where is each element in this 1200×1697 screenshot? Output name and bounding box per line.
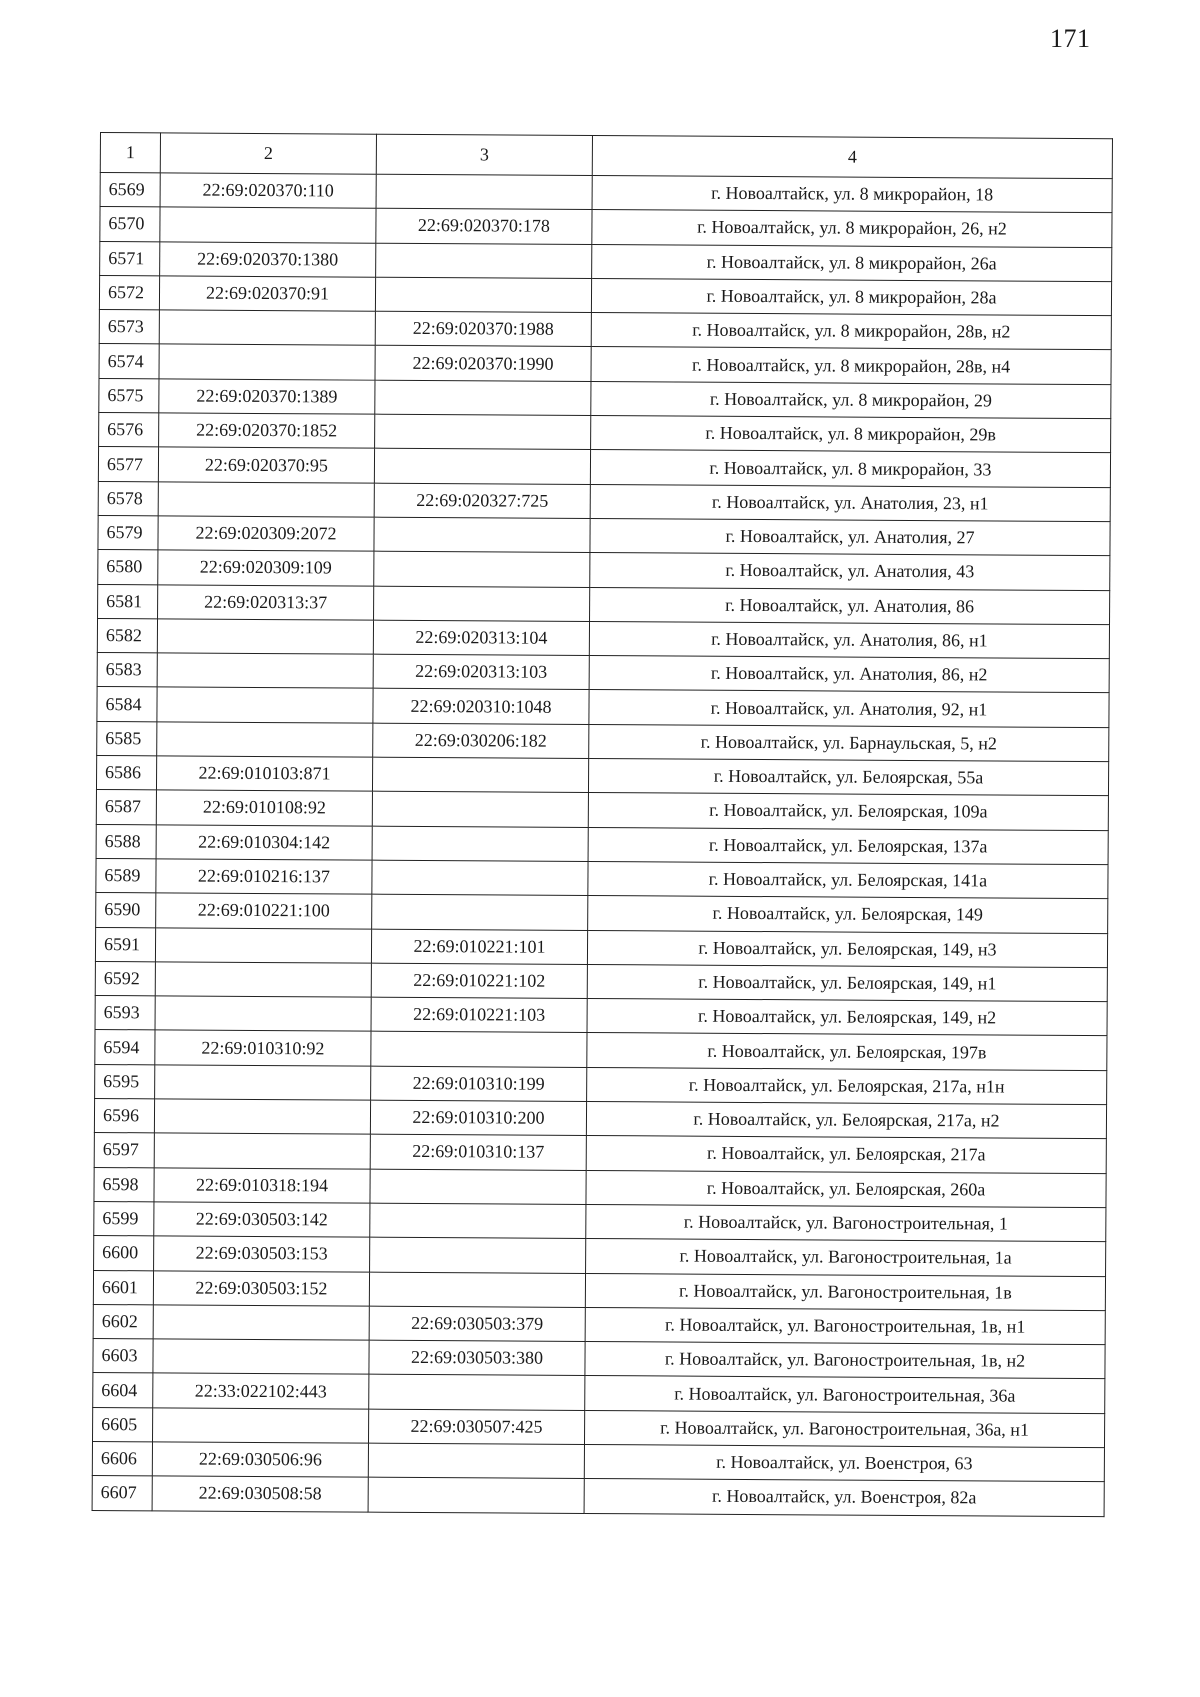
address: г. Новоалтайск, ул. Вагоностроительная, 36а, н1 (584, 1410, 1104, 1447)
row-number: 6607 (92, 1476, 152, 1511)
cadastral-number-col-2 (157, 653, 373, 689)
address: г. Новоалтайск, ул. Вагоностроительная, 1 (586, 1204, 1106, 1241)
address: г. Новоалтайск, ул. 8 микрорайон, 28а (591, 278, 1111, 315)
cadastral-number-col-3: 22:69:030206:182 (373, 723, 589, 759)
cadastral-number-col-3 (372, 792, 588, 828)
cadastral-number-col-3: 22:69:020370:1988 (375, 311, 591, 347)
address: г. Новоалтайск, ул. Белоярская, 197в (587, 1033, 1107, 1070)
cadastral-number-col-3: 22:69:010221:103 (371, 997, 587, 1033)
row-number: 6587 (96, 790, 156, 825)
table-body (92, 173, 1112, 1517)
address: г. Новоалтайск, ул. Белоярская, 149, н3 (587, 930, 1107, 967)
cadastral-number-col-3: 22:69:030507:425 (368, 1409, 584, 1445)
header-col-3: 3 (376, 134, 592, 175)
cadastral-number-col-2 (160, 207, 376, 243)
header-col-1: 1 (100, 133, 160, 173)
cadastral-number-col-2: 22:69:020309:2072 (158, 516, 374, 552)
cadastral-number-col-2: 22:69:020370:1389 (159, 379, 375, 415)
cadastral-number-col-3 (369, 1272, 585, 1308)
cadastral-number-col-2 (157, 722, 373, 758)
cadastral-number-col-3 (374, 449, 590, 485)
row-number: 6600 (94, 1236, 154, 1271)
row-number: 6594 (95, 1030, 155, 1065)
table-row (92, 1476, 1104, 1516)
row-number: 6569 (100, 173, 160, 208)
cadastral-number-col-3 (374, 586, 590, 622)
address: г. Новоалтайск, ул. Белоярская, 149 (588, 896, 1108, 933)
cadastral-number-col-3: 22:69:010221:101 (371, 929, 587, 965)
row-number: 6579 (98, 515, 158, 550)
address: г. Новоалтайск, ул. Белоярская, 149, н2 (587, 999, 1107, 1036)
cadastral-number-col-2 (155, 996, 371, 1032)
row-number: 6604 (93, 1373, 153, 1408)
cadastral-number-col-3: 22:69:020370:178 (376, 208, 592, 244)
row-number: 6583 (97, 653, 157, 688)
cadastral-number-col-3 (372, 894, 588, 930)
row-number: 6598 (94, 1167, 154, 1202)
cadastral-number-col-2 (153, 1305, 369, 1341)
cadastral-number-col-3 (369, 1375, 585, 1411)
address: г. Новоалтайск, ул. 8 микрорайон, 28в, н2 (591, 313, 1111, 350)
row-number: 6593 (95, 996, 155, 1031)
cadastral-number-col-3 (375, 380, 591, 416)
row-number: 6572 (99, 275, 159, 310)
address: г. Новоалтайск, ул. Анатолия, 23, н1 (590, 484, 1110, 521)
row-number: 6576 (99, 413, 159, 448)
cadastral-number-col-2: 22:69:020370:1380 (160, 241, 376, 277)
row-number: 6597 (94, 1133, 154, 1168)
cadastral-number-col-2: 22:69:030503:152 (153, 1270, 369, 1306)
cadastral-number-col-2: 22:69:030503:142 (154, 1202, 370, 1238)
cadastral-number-col-3 (375, 277, 591, 313)
cadastral-number-col-3 (368, 1477, 584, 1513)
address: г. Новоалтайск, ул. Военстроя, 82а (584, 1479, 1104, 1516)
cadastral-number-col-2: 22:33:022102:443 (153, 1373, 369, 1409)
cadastral-number-col-3: 22:69:020370:1990 (375, 346, 591, 382)
row-number: 6577 (98, 447, 158, 482)
cadastral-number-col-3 (372, 757, 588, 793)
address: г. Новоалтайск, ул. 8 микрорайон, 26а (592, 244, 1112, 281)
cadastral-number-col-3 (374, 517, 590, 553)
address: г. Новоалтайск, ул. 8 микрорайон, 33 (590, 450, 1110, 487)
address: г. Новоалтайск, ул. Анатолия, 43 (590, 553, 1110, 590)
address: г. Новоалтайск, ул. Военстроя, 63 (584, 1444, 1104, 1481)
address: г. Новоалтайск, ул. Белоярская, 260а (586, 1170, 1106, 1207)
cadastral-number-col-3 (372, 826, 588, 862)
cadastral-number-col-2: 22:69:020370:95 (158, 447, 374, 483)
header-row (100, 133, 1112, 179)
cadastral-number-col-2: 22:69:020370:1852 (159, 413, 375, 449)
cadastral-number-col-3: 22:69:010310:137 (370, 1134, 586, 1170)
cadastral-number-col-2: 22:69:010216:137 (156, 859, 372, 895)
row-number: 6575 (99, 378, 159, 413)
row-number: 6578 (98, 481, 158, 516)
cadastral-number-col-3: 22:69:020310:1048 (373, 689, 589, 725)
cadastral-number-col-2 (153, 1339, 369, 1375)
address: г. Новоалтайск, ул. Белоярская, 217а (586, 1136, 1106, 1173)
cadastral-number-col-3 (370, 1203, 586, 1239)
address: г. Новоалтайск, ул. Анатолия, 27 (590, 518, 1110, 555)
row-number: 6590 (96, 893, 156, 928)
cadastral-number-col-2 (157, 619, 373, 655)
cadastral-number-col-2 (154, 1133, 370, 1169)
cadastral-number-col-3: 22:69:030503:380 (369, 1340, 585, 1376)
cadastral-number-col-2 (157, 687, 373, 723)
row-number: 6603 (93, 1339, 153, 1374)
address: г. Новоалтайск, ул. Вагоностроительная, 1в, н2 (585, 1342, 1105, 1379)
address: г. Новоалтайск, ул. 8 микрорайон, 29в (591, 416, 1111, 453)
cadastral-number-col-3 (370, 1169, 586, 1205)
row-number: 6585 (97, 721, 157, 756)
cadastral-number-col-2: 22:69:010103:871 (156, 756, 372, 792)
address: г. Новоалтайск, ул. Вагоностроительная, 1а (586, 1239, 1106, 1276)
row-number: 6606 (92, 1441, 152, 1476)
cadastral-number-col-3 (368, 1443, 584, 1479)
row-number: 6591 (95, 927, 155, 962)
row-number: 6592 (95, 961, 155, 996)
cadastral-number-col-3 (375, 414, 591, 450)
address: г. Новоалтайск, ул. 8 микрорайон, 26, н2 (592, 210, 1112, 247)
cadastral-number-col-2: 22:69:010108:92 (156, 790, 372, 826)
cadastral-number-col-2: 22:69:020309:109 (158, 550, 374, 586)
cadastral-number-col-3 (372, 860, 588, 896)
address: г. Новоалтайск, ул. Белоярская, 141а (588, 861, 1108, 898)
cadastral-number-col-3: 22:69:020313:104 (373, 620, 589, 656)
row-number: 6586 (96, 756, 156, 791)
cadastral-number-col-2: 22:69:010318:194 (154, 1167, 370, 1203)
address: г. Новоалтайск, ул. Белоярская, 217а, н1н (587, 1067, 1107, 1104)
cadastral-number-col-3 (371, 1032, 587, 1068)
row-number: 6589 (96, 858, 156, 893)
cadastral-number-col-2: 22:69:020370:110 (160, 173, 376, 209)
cadastral-number-col-2 (159, 344, 375, 380)
cadastral-number-col-3: 22:69:010310:200 (370, 1100, 586, 1136)
address: г. Новоалтайск, ул. 8 микрорайон, 28в, н4 (591, 347, 1111, 384)
row-number: 6570 (100, 207, 160, 242)
row-number: 6574 (99, 344, 159, 379)
row-number: 6584 (97, 687, 157, 722)
row-number: 6571 (100, 241, 160, 276)
registry-table (92, 132, 1113, 1517)
cadastral-number-col-3: 22:69:020313:103 (373, 654, 589, 690)
address: г. Новоалтайск, ул. Анатолия, 92, н1 (589, 690, 1109, 727)
row-number: 6601 (93, 1270, 153, 1305)
cadastral-number-col-2: 22:69:030506:96 (152, 1442, 368, 1478)
address: г. Новоалтайск, ул. Вагоностроительная, 1в, н1 (585, 1307, 1105, 1344)
address: г. Новоалтайск, ул. Белоярская, 109а (588, 793, 1108, 830)
cadastral-number-col-3: 22:69:010221:102 (371, 963, 587, 999)
row-number: 6573 (99, 310, 159, 345)
address: г. Новоалтайск, ул. Барнаульская, 5, н2 (589, 724, 1109, 761)
address: г. Новоалтайск, ул. Белоярская, 55а (588, 759, 1108, 796)
address: г. Новоалтайск, ул. Вагоностроительная, 36а (585, 1376, 1105, 1413)
registry-table-container (92, 132, 1112, 1517)
cadastral-number-col-2 (155, 927, 371, 963)
cadastral-number-col-2 (159, 310, 375, 346)
cadastral-number-col-2: 22:69:020370:91 (159, 276, 375, 312)
row-number: 6595 (95, 1064, 155, 1099)
cadastral-number-col-2: 22:69:010310:92 (155, 1030, 371, 1066)
row-number: 6605 (93, 1407, 153, 1442)
row-number: 6596 (94, 1099, 154, 1134)
page-number: 171 (1050, 24, 1091, 53)
address: г. Новоалтайск, ул. Анатолия, 86 (590, 587, 1110, 624)
cadastral-number-col-2: 22:69:010304:142 (156, 824, 372, 860)
cadastral-number-col-2: 22:69:030508:58 (152, 1476, 368, 1512)
address: г. Новоалтайск, ул. Белоярская, 137а (588, 827, 1108, 864)
cadastral-number-col-3: 22:69:010310:199 (371, 1066, 587, 1102)
address: г. Новоалтайск, ул. Анатолия, 86, н2 (589, 656, 1109, 693)
address: г. Новоалтайск, ул. 8 микрорайон, 29 (591, 381, 1111, 418)
cadastral-number-col-3: 22:69:030503:379 (369, 1306, 585, 1342)
cadastral-number-col-2 (154, 1099, 370, 1135)
header-col-4: 4 (592, 136, 1112, 179)
row-number: 6602 (93, 1304, 153, 1339)
cadastral-number-col-3: 22:69:020327:725 (374, 483, 590, 519)
row-number: 6581 (98, 584, 158, 619)
row-number: 6582 (97, 618, 157, 653)
address: г. Новоалтайск, ул. 8 микрорайон, 18 (592, 176, 1112, 213)
address: г. Новоалтайск, ул. Вагоностроительная, 1в (585, 1273, 1105, 1310)
cadastral-number-col-2 (152, 1408, 368, 1444)
cadastral-number-col-3 (376, 243, 592, 279)
row-number: 6599 (94, 1201, 154, 1236)
address: г. Новоалтайск, ул. Белоярская, 149, н1 (587, 964, 1107, 1001)
cadastral-number-col-3 (370, 1237, 586, 1273)
cadastral-number-col-2: 22:69:030503:153 (154, 1236, 370, 1272)
cadastral-number-col-2: 22:69:010221:100 (156, 893, 372, 929)
cadastral-number-col-2 (158, 482, 374, 518)
header-col-2: 2 (160, 133, 376, 174)
cadastral-number-col-3 (374, 551, 590, 587)
cadastral-number-col-3 (376, 174, 592, 210)
address: г. Новоалтайск, ул. Белоярская, 217а, н2 (586, 1102, 1106, 1139)
row-number: 6588 (96, 824, 156, 859)
address: г. Новоалтайск, ул. Анатолия, 86, н1 (589, 621, 1109, 658)
cadastral-number-col-2 (155, 1065, 371, 1101)
cadastral-number-col-2 (155, 962, 371, 998)
cadastral-number-col-2: 22:69:020313:37 (158, 584, 374, 620)
row-number: 6580 (98, 550, 158, 585)
